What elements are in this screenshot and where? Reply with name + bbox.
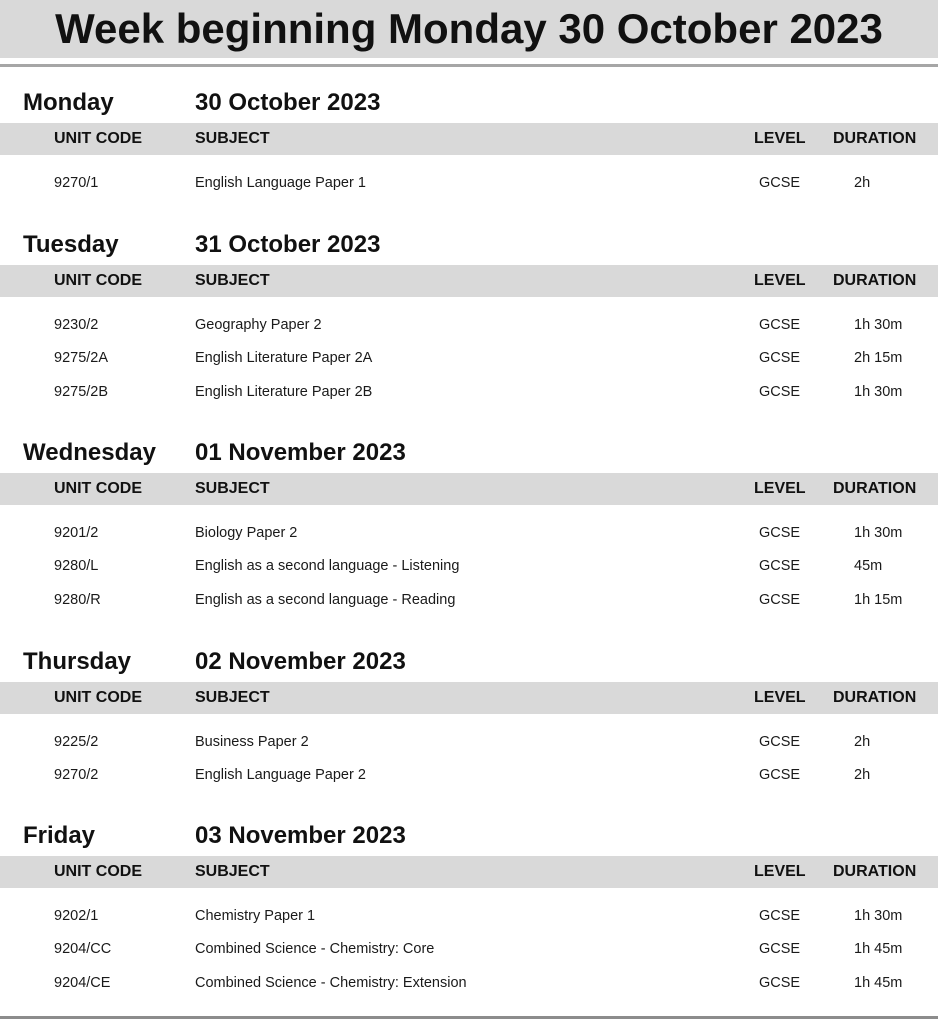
duration-cell: 2h 15m xyxy=(854,350,903,367)
unit-code-cell: 9280/R xyxy=(54,591,101,608)
level-cell: GCSE xyxy=(759,383,801,400)
day-date: 31 October 2023 xyxy=(195,231,381,258)
day-date: 02 November 2023 xyxy=(195,648,406,675)
level-cell: GCSE xyxy=(759,767,801,784)
bottom-divider xyxy=(0,1016,938,1019)
subject-header: SUBJECT xyxy=(195,130,270,147)
level-header: LEVEL xyxy=(754,689,806,706)
day-section xyxy=(0,642,938,793)
title-divider xyxy=(0,64,938,67)
table-row xyxy=(0,933,938,966)
day-section xyxy=(0,83,938,200)
table-row xyxy=(0,726,938,759)
duration-header: DURATION xyxy=(833,689,917,706)
exam-rows xyxy=(0,297,938,409)
table-row xyxy=(0,759,938,792)
subject-cell: English as a second language - Reading xyxy=(195,591,456,608)
day-section xyxy=(0,433,938,617)
duration-cell: 1h 30m xyxy=(854,525,903,541)
column-header-row xyxy=(0,682,938,714)
day-name: Wednesday xyxy=(23,439,156,466)
duration-cell: 1h 30m xyxy=(854,908,903,924)
day-header xyxy=(0,642,938,682)
unit-code-header: UNIT CODE xyxy=(54,272,142,289)
day-header xyxy=(0,433,938,473)
unit-code-cell: 9270/2 xyxy=(54,767,99,784)
exam-rows xyxy=(0,888,938,1000)
level-cell: GCSE xyxy=(759,591,801,608)
day-section xyxy=(0,816,938,1000)
level-header: LEVEL xyxy=(754,863,806,880)
day-header xyxy=(0,816,938,856)
table-row xyxy=(0,167,938,200)
day-name: Thursday xyxy=(23,648,132,675)
day-name: Monday xyxy=(23,89,114,116)
duration-cell: 2h xyxy=(854,734,871,750)
column-header-row xyxy=(0,856,938,888)
level-cell: GCSE xyxy=(759,525,801,541)
level-cell: GCSE xyxy=(759,974,801,991)
column-header-row xyxy=(0,265,938,297)
unit-code-header: UNIT CODE xyxy=(54,863,142,880)
subject-cell: Combined Science - Chemistry: Core xyxy=(195,941,435,958)
duration-cell: 1h 30m xyxy=(854,317,903,333)
level-cell: GCSE xyxy=(759,558,801,575)
table-row xyxy=(0,309,938,342)
table-row xyxy=(0,376,938,409)
subject-cell: Business Paper 2 xyxy=(195,734,309,750)
table-row xyxy=(0,517,938,550)
level-header: LEVEL xyxy=(754,480,806,497)
table-row xyxy=(0,967,938,1000)
level-header: LEVEL xyxy=(754,272,806,289)
unit-code-cell: 9225/2 xyxy=(54,734,99,750)
duration-header: DURATION xyxy=(833,863,917,880)
duration-cell: 1h 30m xyxy=(854,383,903,400)
day-date: 03 November 2023 xyxy=(195,822,406,849)
subject-header: SUBJECT xyxy=(195,863,270,880)
level-cell: GCSE xyxy=(759,734,801,750)
page-title: Week beginning Monday 30 October 2023 xyxy=(55,5,883,52)
duration-cell: 2h xyxy=(854,175,871,191)
unit-code-cell: 9204/CC xyxy=(54,941,112,958)
subject-cell: Chemistry Paper 1 xyxy=(195,908,316,924)
subject-cell: English Literature Paper 2B xyxy=(195,383,373,400)
day-date: 30 October 2023 xyxy=(195,89,381,116)
level-header: LEVEL xyxy=(754,130,806,147)
duration-header: DURATION xyxy=(833,480,917,497)
table-row xyxy=(0,550,938,583)
exam-rows xyxy=(0,714,938,793)
subject-cell: Geography Paper 2 xyxy=(195,317,322,333)
duration-cell: 1h 15m xyxy=(854,591,903,608)
duration-cell: 1h 45m xyxy=(854,974,903,991)
day-section xyxy=(0,225,938,409)
unit-code-header: UNIT CODE xyxy=(54,480,142,497)
duration-header: DURATION xyxy=(833,272,917,289)
unit-code-header: UNIT CODE xyxy=(54,130,142,147)
unit-code-cell: 9275/2B xyxy=(54,383,109,400)
unit-code-cell: 9275/2A xyxy=(54,350,109,367)
duration-cell: 1h 45m xyxy=(854,941,903,958)
subject-cell: English Language Paper 2 xyxy=(195,767,366,784)
day-header xyxy=(0,83,938,123)
unit-code-cell: 9204/CE xyxy=(54,974,111,991)
subject-cell: English Literature Paper 2A xyxy=(195,350,373,367)
unit-code-cell: 9280/L xyxy=(54,558,99,575)
table-row xyxy=(0,584,938,617)
day-name: Friday xyxy=(23,822,96,849)
level-cell: GCSE xyxy=(759,908,801,924)
day-header xyxy=(0,225,938,265)
level-cell: GCSE xyxy=(759,175,801,191)
subject-cell: Biology Paper 2 xyxy=(195,525,298,541)
exam-rows xyxy=(0,155,938,200)
unit-code-cell: 9201/2 xyxy=(54,525,99,541)
subject-cell: Combined Science - Chemistry: Extension xyxy=(195,974,467,991)
level-cell: GCSE xyxy=(759,350,801,367)
level-cell: GCSE xyxy=(759,941,801,958)
subject-header: SUBJECT xyxy=(195,689,270,706)
exam-rows xyxy=(0,505,938,617)
unit-code-header: UNIT CODE xyxy=(54,689,142,706)
unit-code-cell: 9270/1 xyxy=(54,175,99,191)
column-header-row xyxy=(0,473,938,505)
unit-code-cell: 9230/2 xyxy=(54,317,99,333)
day-date: 01 November 2023 xyxy=(195,439,406,466)
duration-header: DURATION xyxy=(833,130,917,147)
subject-cell: English as a second language - Listening xyxy=(195,558,460,575)
subject-header: SUBJECT xyxy=(195,480,270,497)
table-row xyxy=(0,342,938,375)
table-row xyxy=(0,900,938,933)
duration-cell: 45m xyxy=(854,558,883,575)
day-name: Tuesday xyxy=(23,231,119,258)
subject-cell: English Language Paper 1 xyxy=(195,175,366,191)
level-cell: GCSE xyxy=(759,317,801,333)
unit-code-cell: 9202/1 xyxy=(54,908,99,924)
subject-header: SUBJECT xyxy=(195,272,270,289)
column-header-row xyxy=(0,123,938,155)
duration-cell: 2h xyxy=(854,767,871,784)
